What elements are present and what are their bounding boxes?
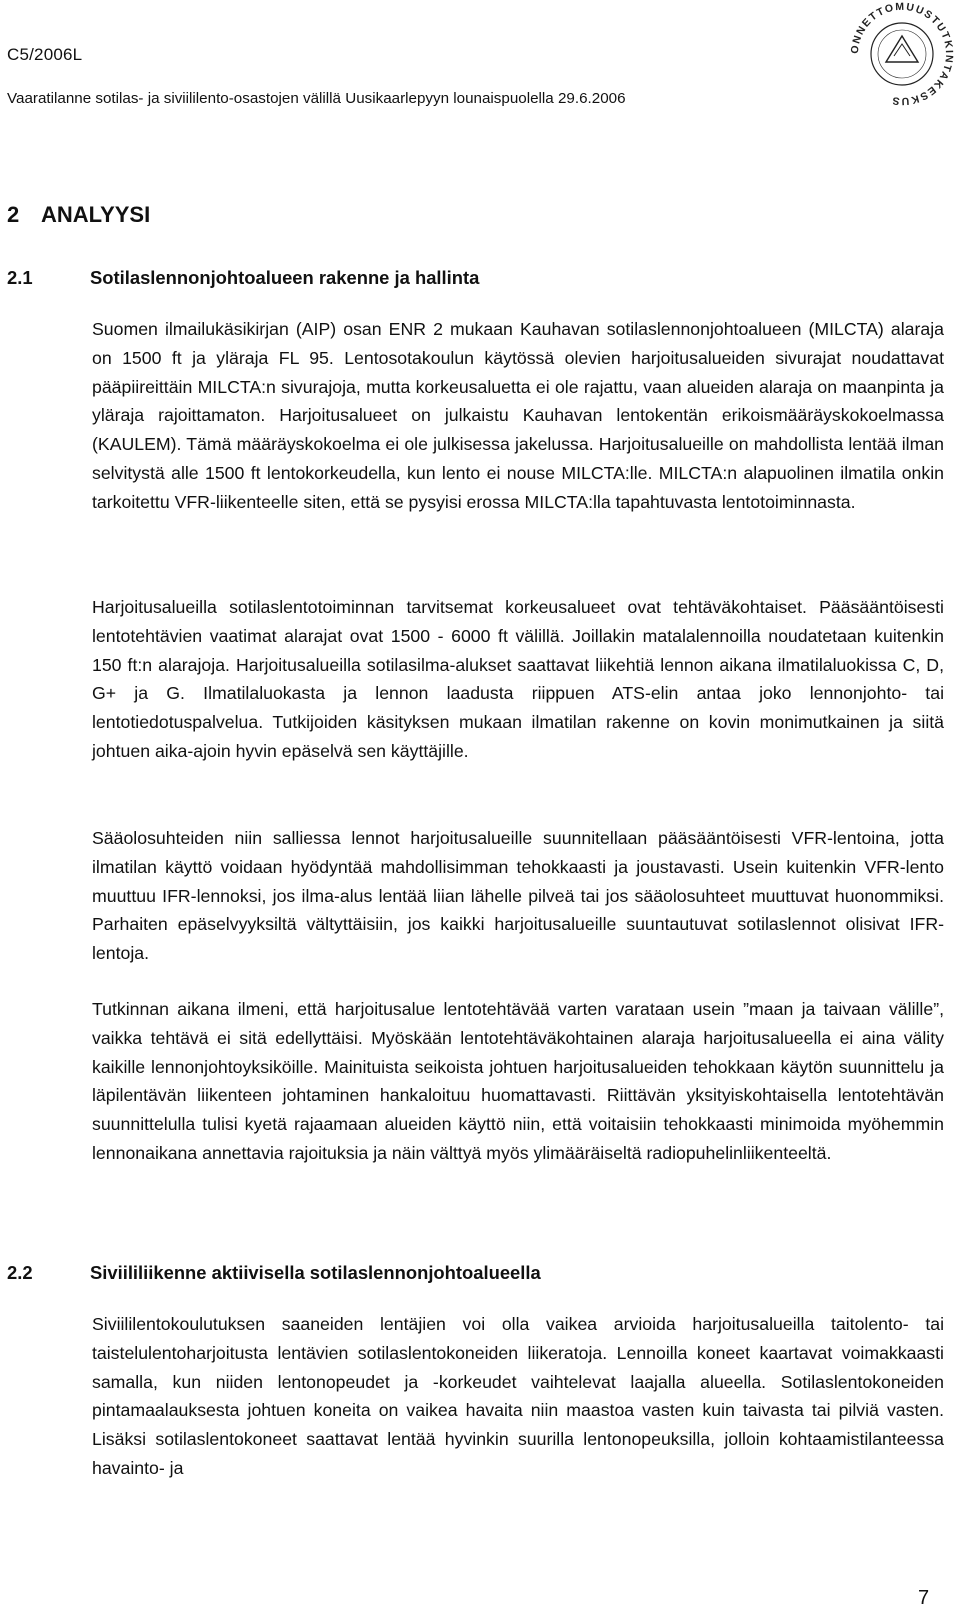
document-subtitle: Vaaratilanne sotilas- ja siviililento-osastojen välillä Uusikaarlepyyn lounaispuolella 29.6.2006 bbox=[7, 90, 626, 107]
paragraph: Tutkinnan aikana ilmeni, että harjoitusalue lentotehtävää varten varataan usein ”maan ja taivaan välille”, vaikka tehtävä ei sitä edellyttäisi. Myöskään lentotehtäväkohtainen alaraja harjoitusalueella ei aina välity kaikille lennonjohtoyksiköille. Mainituista seikoista johtuen harjoitusalueiden tehokkaan käytön suunnittelu ja läpilentävän liikenteen johtaminen hankaloituu huomattavasti. Riittävän yksityiskohtaisella lentotehtävän suunnittelulla tulisi kyetä rajaamaan alueiden käyttö niin, että voitaisiin tehokkaasti minimoida myöhemmin lennonaikana annettavia rajoituksia ja näin välttyä myös ylimääräiseltä radiopuhelinliikenteeltä. bbox=[92, 999, 944, 1163]
paragraph: Siviililentokoulutuksen saaneiden lentäjien voi olla vaikea arvioida harjoitusalueilla taitolento- tai taistelulentoharjoitusta lentävien sotilaslentokoneiden liikeratoja. Lennoilla koneet kaartavat voimakkaasti samalla, kun niiden lentonopeudet ja -korkeudet vaihtelevat laajalla alueella. Sotilaslentokoneiden pintamaalauksesta johtuen koneita on vaikea havaita niin maastoa vasten kuin taivasta tai pilviä vasten. Lisäksi sotilaslentokoneet saattavat lentää hyvinkin suurilla lentonopeuksilla, jolloin kohtaamistilanteessa havainto- ja bbox=[92, 1314, 944, 1478]
section-heading bbox=[7, 202, 150, 228]
subsection-number: 2.1 bbox=[7, 267, 33, 288]
page-number: 7 bbox=[918, 1587, 930, 1609]
subsection-heading-2-2 bbox=[7, 1262, 541, 1284]
subsection-number: 2.2 bbox=[7, 1262, 33, 1283]
paragraph: Harjoitusalueilla sotilaslentotoiminnan tarvitsemat korkeusalueet ovat tehtäväkohtaiset. Pääsääntöisesti lentotehtävien vaatimat alarajat ovat 1500 - 6000 ft välillä. Joillakin matalalennoilla noudatetaan kuitenkin 150 ft:n alarajoja. Harjoitusalueilla sotilasilma-alukset saattavat liikehtiä lennon aikana ilmatilaluokissa C, D, G+ ja G. Ilmatilaluokasta ja lennon laadusta riippuen ATS-elin antaa joko lennonjohto- tai lentotiedotuspalvelua. Tutkijoiden käsityksen mukaan ilmatilan rakenne on kovin monimutkainen ja siitä johtuen aika-ajoin hyvin epäselvä sen käyttäjille. bbox=[92, 597, 944, 761]
section-title: ANALYYSI bbox=[41, 202, 151, 227]
subsection-heading-2-1 bbox=[7, 267, 479, 289]
logo-lettering: ONNETTOMUUSTUTKINTAKESKUS bbox=[848, 0, 956, 108]
paragraph: Sääolosuhteiden niin salliessa lennot harjoitusalueille suunnitellaan pääsääntöisesti VFR-lentoina, jotta ilmatilan käyttö voidaan hyödyntää mahdollisimman tehokkaasti ja joustavasti. Usein kuitenkin VFR-lento muuttuu IFR-lennoksi, jos ilma-alus lentää liian lähelle pilveä tai jos sääolosuhteet muuttuvat huonommiksi. Parhaiten epäselvyyksiltä vältyttäisiin, jos kaikki harjoitusalueille suuntautuvat sotilaslennot olisivat IFR-lentoja. bbox=[92, 828, 944, 964]
subsection-title: Sotilaslennonjohtoalueen rakenne ja hallinta bbox=[90, 267, 480, 288]
section-number: 2 bbox=[7, 202, 20, 227]
svg-text:ONNETTOMUUSTUTKINTAKESKUS bbox=[849, 1, 955, 107]
paragraph: Suomen ilmailukäsikirjan (AIP) osan ENR 2 mukaan Kauhavan sotilaslennonjohtoalueen (MILCTA) alaraja on 1500 ft ja yläraja FL 95. Lentosotakoulun käytössä olevien harjoitusalueiden sivurajat noudattavat pääpiireittäin MILCTA:n sivurajoja, mutta korkeusaluetta ei ole rajattu, vaan alueiden alaraja on maanpinta ja yläraja rajoittamaton. Harjoitusalueet on julkaistu Kauhavan lentokentän erikoismääräyskokoelmassa (KAULEM). Tämä määräyskokoelma ei ole julkisessa jakelussa. Harjoitusalueille on mahdollista lentää ilman selvitystä alle 1500 ft lentokorkeudella, kun lento ei nouse MILCTA:lle. MILCTA:n alapuolinen ilmatila onkin tarkoitettu VFR-liikenteelle siten, että se pysyisi erossa MILCTA:lla tapahtuvasta lentotoiminnasta. bbox=[92, 319, 944, 512]
document-code: C5/2006L bbox=[7, 45, 83, 64]
subsection-title: Siviililiikenne aktiivisella sotilaslennonjohtoalueella bbox=[90, 1262, 541, 1283]
accident-investigation-board-logo bbox=[848, 0, 956, 108]
